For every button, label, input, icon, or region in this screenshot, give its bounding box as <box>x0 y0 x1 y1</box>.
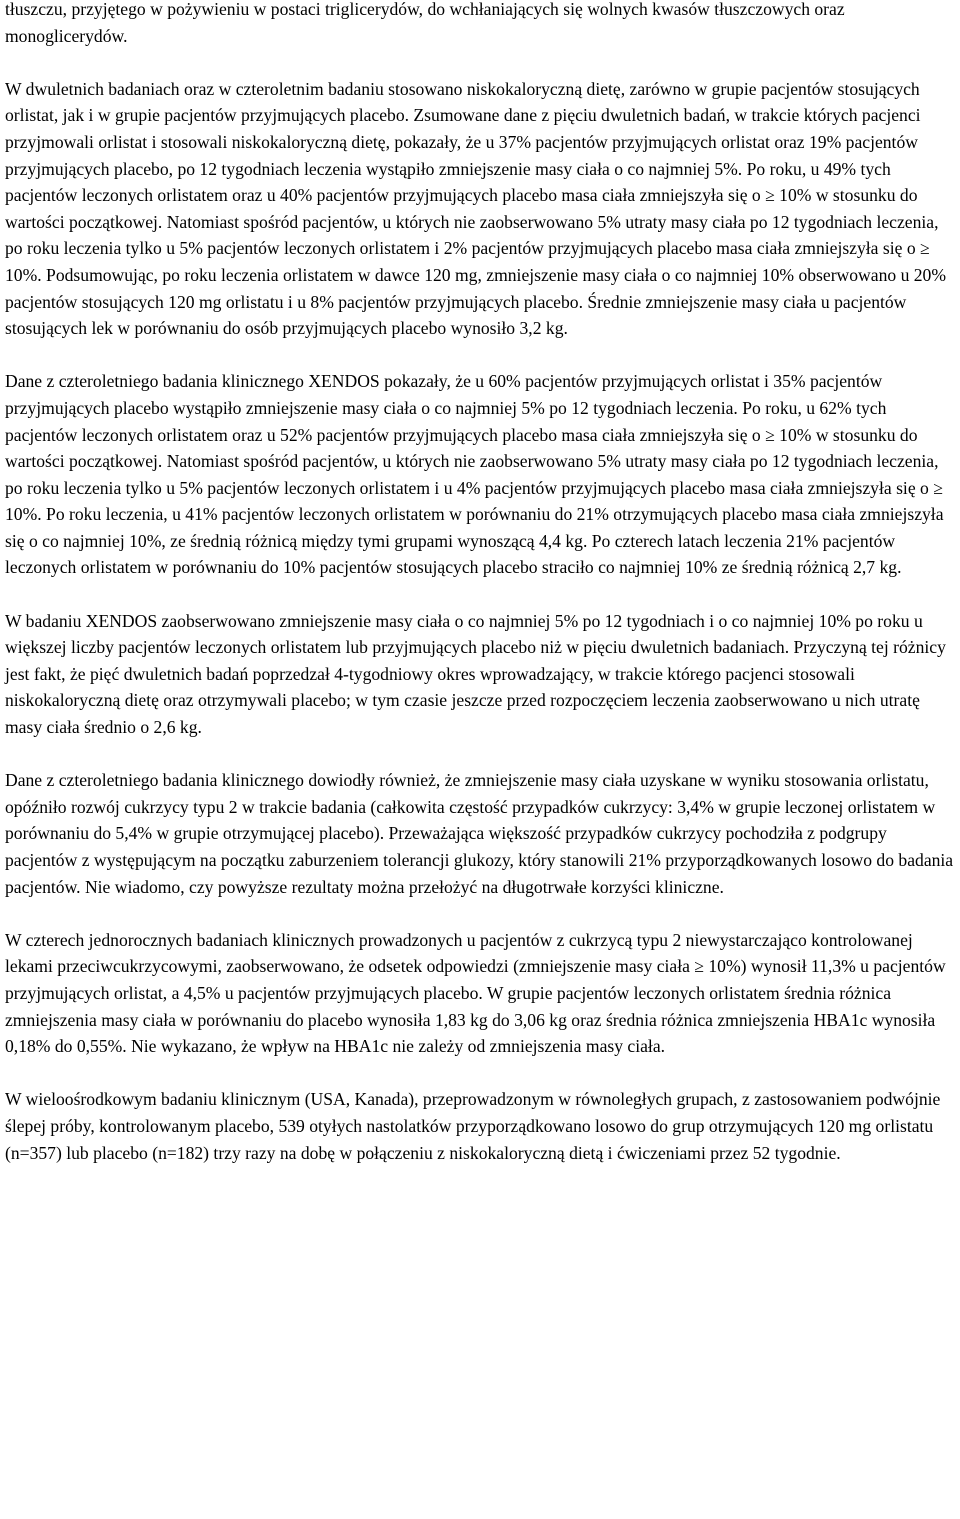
paragraph-3: Dane z czteroletniego badania klinicznego XENDOS pokazały, że u 60% pacjentów przyjmujących orlistat i 35% pacjentów przyjmujących placebo wystąpiło zmniejszenie masy ciała o co najmniej 5% po 12 tygodniach leczenia. Po roku, u 62% tych pacjentów leczonych orlistatem oraz u 52% pacjentów przyjmujących placebo masa ciała zmniejszyła się o ≥ 10% w stosunku do wartości początkowej. Natomiast spośród pacjentów, u których nie zaobserwowano 5% utraty masy ciała po 12 tygodniach leczenia, po roku leczenia tylko u 5% pacjentów leczonych orlistatem i u 4% pacjentów przyjmujących placebo masa ciała zmniejszyła się o ≥ 10%. Po roku leczenia, u 41% pacjentów leczonych orlistatem w porównaniu do 21% otrzymujących placebo masa ciała zmniejszyła się o co najmniej 10%, ze średnią różnicą między tymi grupami wynoszącą 4,4 kg. Po czterech latach leczenia 21% pacjentów leczonych orlistatem w porównaniu do 10% pacjentów stosujących placebo straciło co najmniej 10% ze średnią różnicą 2,7 kg. <box>5 371 944 578</box>
paragraph-6: W czterech jednorocznych badaniach klinicznych prowadzonych u pacjentów z cukrzycą typu 2 niewystarczająco kontrolowanej lekami przeciwcukrzycowymi, zaobserwowano, że odsetek odpowiedzi (zmniejszenie masy ciała ≥ 10%) wynosił 11,3% u pacjentów przyjmujących orlistat, a 4,5% u pacjentów przyjmujących placebo. W grupie pacjentów leczonych orlistatem średnia różnica zmniejszenia masy ciała w porównaniu do placebo wynosiła 1,83 kg do 3,06 kg oraz średnia różnica zmniejszenia HBA1c wynosiła 0,18% do 0,55%. Nie wykazano, że wpływ na HBA1c nie zależy od zmniejszenia masy ciała. <box>5 929 946 1057</box>
paragraph-5: Dane z czteroletniego badania klinicznego dowiodły również, że zmniejszenie masy ciała uzyskane w wyniku stosowania orlistatu, opóźniło rozwój cukrzycy typu 2 w trakcie badania (całkowita częstość przypadków cukrzycy: 3,4% w grupie leczonej orlistatem w porównaniu do 5,4% w grupie otrzymującej placebo). Przeważająca większość przypadków cukrzycy pochodziła z podgrupy pacjentów z występującym na początku zaburzeniem tolerancji glukozy, który stanowili 21% przyporządkowanych losowo do badania pacjentów. Nie wiadomo, czy powyższe rezultaty można przełożyć na długotrwałe korzyści kliniczne. <box>5 770 954 897</box>
paragraph-2: W dwuletnich badaniach oraz w czteroletnim badaniu stosowano niskokaloryczną dietę, zarówno w grupie pacjentów stosujących orlistat, jak i w grupie pacjentów przyjmujących placebo. Zsumowane dane z pięciu dwuletnich badań, w trakcie których pacjenci przyjmowali orlistat i stosowali niskokaloryczną dietę, pokazały, że u 37% pacjentów przyjmujących orlistat oraz 19% pacjentów przyjmujących placebo, po 12 tygodniach leczenia wystąpiło zmniejszenie masy ciała o co najmniej 5%. Po roku, u 49% tych pacjentów leczonych orlistatem oraz u 40% pacjentów przyjmujących placebo masa ciała zmniejszyła się o ≥ 10% w stosunku do wartości początkowej. Natomiast spośród pacjentów, u których nie zaobserwowano 5% utraty masy ciała po 12 tygodniach leczenia, po roku leczenia tylko u 5% pacjentów leczonych orlistatem i 2% pacjentów przyjmujących placebo masa ciała zmniejszyła się o ≥ 10%. Podsumowując, po roku leczenia orlistatem w dawce 120 mg, zmniejszenie masy ciała o co najmniej 10% obserwowano u 20% pacjentów stosujących 120 mg orlistatu i u 8% pacjentów przyjmujących placebo. Średnie zmniejszenie masy ciała u pacjentów stosujących lek w porównaniu do osób przyjmujących placebo wynosiło 3,2 kg. <box>5 78 947 339</box>
paragraph-7: W wieloośrodkowym badaniu klinicznym (USA, Kanada), przeprowadzonym w równoległych grupach, z zastosowaniem podwójnie ślepej próby, kontrolowanym placebo, 539 otyłych nastolatków przyporządkowano losowo do grup otrzymujących 120 mg orlistatu (n=357) lub placebo (n=182) trzy razy na dobę w połączeniu z niskokaloryczną dietą i ćwiczeniami przez 52 tygodnie. <box>5 1089 941 1163</box>
paragraph-1: tłuszczu, przyjętego w pożywieniu w postaci triglicerydów, do wchłaniających się wolnych kwasów tłuszczowych oraz monoglicerydów. <box>5 0 845 46</box>
paragraph-4: W badaniu XENDOS zaobserwowano zmniejszenie masy ciała o co najmniej 5% po 12 tygodniach i o co najmniej 10% po roku u większej liczby pacjentów leczonych orlistatem lub przyjmujących placebo niż w pięciu dwuletnich badaniach. Przyczyną tej różnicy jest fakt, że pięć dwuletnich badań poprzedzał 4-tygodniowy okres wprowadzający, w trakcie którego pacjenci stosowali niskokaloryczną dietę oraz otrzymywali placebo; w tym czasie jeszcze przed rozpoczęciem leczenia zaobserwowano u nich utratę masy ciała średnio o 2,6 kg. <box>5 610 946 738</box>
